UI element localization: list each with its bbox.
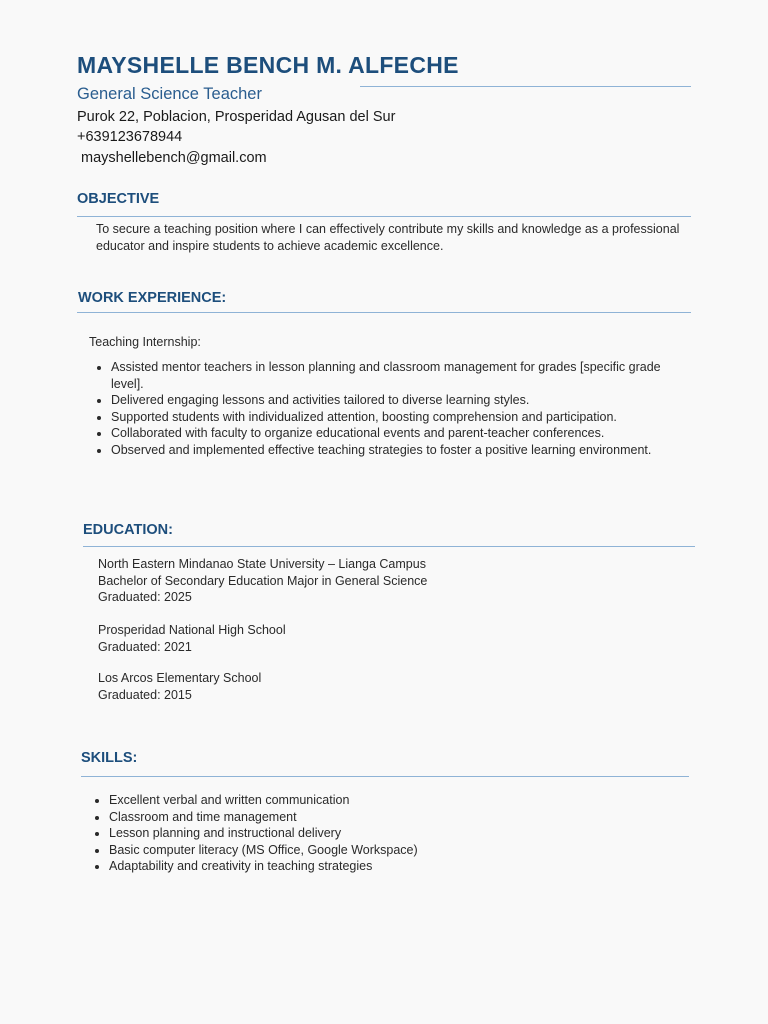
degree: Bachelor of Secondary Education Major in General Science [98, 573, 428, 588]
education-entry-1 [98, 556, 427, 606]
objective-text: To secure a teaching position where I can effectively contribute my skills and knowledge as a professional educator and inspire students to achieve academic excellence. [96, 222, 680, 253]
candidate-name: MAYSHELLE BENCH M. ALFECHE [77, 52, 459, 78]
list-item: • Collaborated with faculty to organize educational events and parent-teacher conferences. [111, 425, 689, 442]
list-item: • Classroom and time management [109, 809, 647, 826]
education-entry-3 [98, 670, 261, 703]
phone: +639123678944 [77, 129, 183, 145]
list-item: • Assisted mentor teachers in lesson planning and classroom management for grades [specific grade level]. [111, 359, 689, 392]
list-item: • Adaptability and creativity in teaching strategies [109, 858, 647, 875]
education-rule [83, 546, 695, 547]
education-entry-2 [98, 622, 286, 655]
objective-rule [77, 216, 691, 217]
header-rule [360, 86, 691, 87]
work-experience-heading: WORK EXPERIENCE: [78, 290, 227, 306]
graduation-year: Graduated: 2021 [98, 639, 192, 654]
list-item: • Observed and implemented effective teaching strategies to foster a positive learning environment. [111, 442, 689, 459]
list-item: • Basic computer literacy (MS Office, Google Workspace) [109, 842, 647, 859]
objective-heading: OBJECTIVE [77, 191, 160, 207]
graduation-year: Graduated: 2025 [98, 590, 192, 604]
school-name: Prosperidad National High School [98, 623, 286, 637]
work-experience-list [89, 359, 689, 458]
work-experience-rule [77, 312, 691, 313]
list-item: • Supported students with individualized attention, boosting comprehension and participation. [111, 409, 689, 426]
list-item: • Excellent verbal and written communication [109, 792, 647, 809]
job-title: General Science Teacher [77, 85, 262, 103]
address: Purok 22, Poblacion, Prosperidad Agusan del Sur [77, 109, 396, 125]
skills-rule [81, 776, 689, 777]
school-name: Los Arcos Elementary School [98, 671, 262, 685]
skills-heading: SKILLS: [81, 750, 138, 766]
list-item: • Lesson planning and instructional delivery [109, 825, 647, 842]
skills-list [87, 792, 647, 875]
list-item: • Delivered engaging lessons and activities tailored to diverse learning styles. [111, 392, 689, 409]
internship-title: Teaching Internship: [89, 335, 201, 349]
email: mayshellebench@gmail.com [77, 150, 267, 166]
education-heading: EDUCATION: [83, 522, 173, 538]
school-name: North Eastern Mindanao State University – Lianga Campus [98, 557, 426, 571]
graduation-year: Graduated: 2015 [98, 687, 192, 702]
